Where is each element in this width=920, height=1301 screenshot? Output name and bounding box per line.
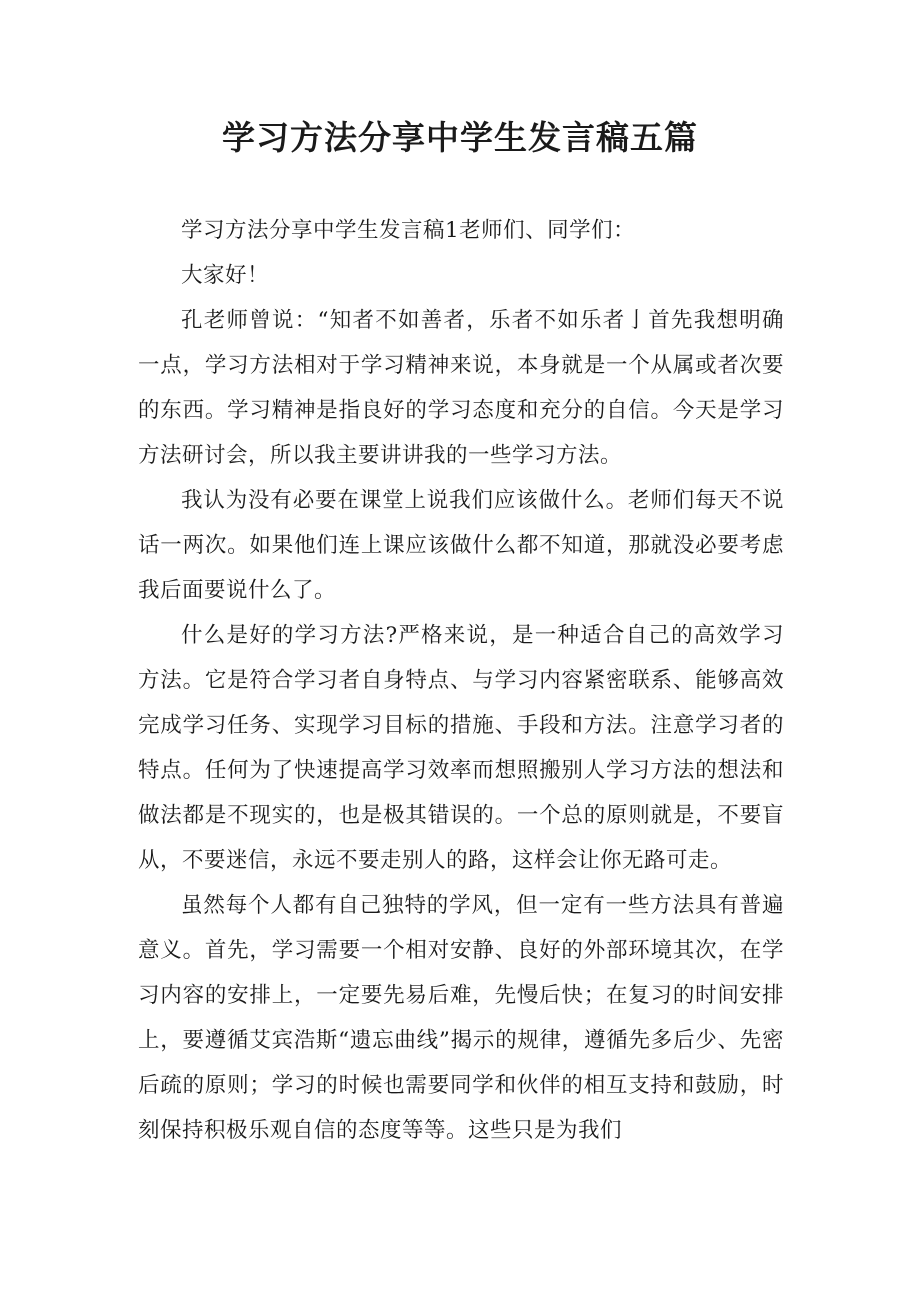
document-body — [138, 208, 784, 1153]
paragraph-3: 什么是好的学习方法?严格来说，是一种适合自己的高效学习方法。它是符合学习者自身特点、与学习内容紧密联系、能够高效完成学习任务、实现学习目标的措施、手段和方法。注意学习者的特点。任何为了快速提高学习效率而想照搬别人学习方法的想法和做法都是不现实的，也是极其错误的。一个总的原则就是，不要盲从，不要迷信，永远不要走别人的路，这样会让你无路可走。 — [138, 623, 784, 873]
paragraph-4: 虽然每个人都有自己独特的学风，但一定有一些方法具有普遍意义。首先，学习需要一个相对安静、良好的外部环境其次，在学习内容的安排上，一定要先易后难，先慢后快；在复习的时间安排上，要遵循艾宾浩斯“遗忘曲线”揭示的规律，遵循先多后少、先密后疏的原则；学习的时候也需要同学和伙伴的相互支持和鼓励，时刻保持积极乐观自信的态度等等。这些只是为我们 — [138, 893, 784, 1143]
document-title: 学习方法分享中学生发言稿五篇 — [222, 118, 698, 157]
paragraph-heading: 学习方法分享中学生发言稿1老师们、同学们： — [181, 218, 636, 243]
paragraph-greeting: 大家好！ — [181, 263, 270, 288]
paragraph-1: 孔老师曾说：“知者不如善者，乐者不如乐者亅首先我想明确一点，学习方法相对于学习精神来说，本身就是一个从属或者次要的东西。学习精神是指良好的学习态度和充分的自信。今天是学习方法研讨会，所以我主要讲讲我的一些学习方法。 — [138, 308, 784, 468]
paragraph-2: 我认为没有必要在课堂上说我们应该做什么。老师们每天不说话一两次。如果他们连上课应该做什么都不知道，那就没必要考虑我后面要说什么了。 — [138, 488, 784, 603]
